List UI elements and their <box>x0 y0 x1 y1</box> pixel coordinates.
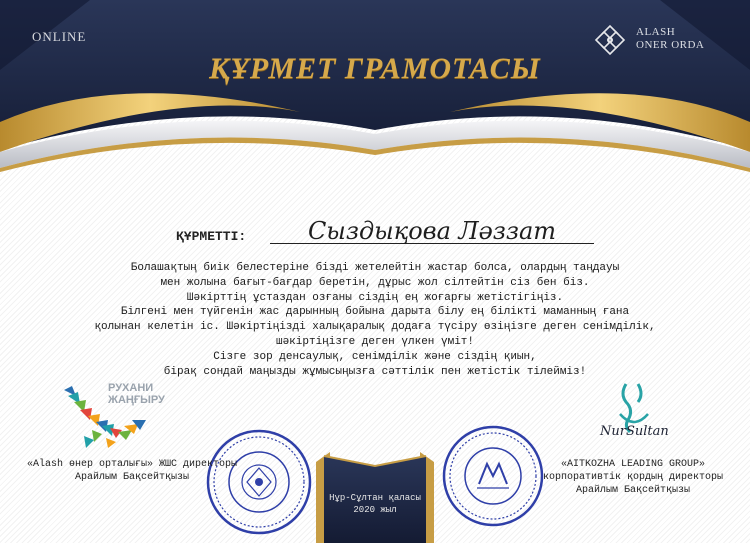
ruhani-zhangyru-logo <box>62 380 192 452</box>
ribbon-year: 2020 жыл <box>353 505 397 515</box>
body-line: Болашақтың биік белестеріне бізді жетелейтін жастар болса, олардың таңдауы <box>130 262 620 274</box>
signature-right <box>528 458 738 497</box>
certificate-body <box>40 261 710 379</box>
body-line: Білгені мен түйгенін жас дарынның бойына дарыта білу ең білікті маманның ғана <box>120 306 630 319</box>
ribbon-caption <box>310 492 440 516</box>
logo-text <box>636 26 704 52</box>
logo-line-1: ALASH <box>636 26 676 38</box>
recipient-row <box>176 217 596 247</box>
signature-left-name: Арайлым Бақсейтқызы <box>74 472 190 483</box>
ruhani-line-1: РУХАНИ <box>108 382 154 394</box>
ruhani-line-2: ЖАҢҒЫРУ <box>108 394 165 406</box>
honor-label: ҚҰРМЕТТІ: <box>176 229 247 244</box>
online-label: ONLINE <box>32 29 87 44</box>
ribbon-city: Нұр-Сұлтан қаласы <box>329 493 421 503</box>
nursultan-wordmark: NurSultan <box>600 424 669 439</box>
body-line: бірақ сондай маңызды жұмысыңызға сәттілік пен жетістік тілейміз! <box>163 365 587 378</box>
certificate-title: ҚҰРМЕТ ГРАМОТАСЫ <box>209 52 541 85</box>
body-line: мен жолына бағыт-бағдар беретін, дұрыс жол сілтейтін сіз бен біз. <box>160 276 590 289</box>
signature-right-name: Арайлым Бақсейтқызы <box>575 485 691 496</box>
body-line: шәкіртіңізге деген үлкен үміт! <box>275 335 475 348</box>
body-line: қолынан келетін іс. Шәкіртіңізді халықаралық додаға түсіру өзіңізге деген сенімділік, <box>94 321 656 334</box>
body-line: Шәкірттің ұстаздан озғаны сіздің ең жоғарғы жетістігіңіз. <box>186 291 564 304</box>
body-line: Сізге зор денсаулық, сенімділік және сіздің қиын, <box>213 350 537 363</box>
ruhani-text <box>108 382 165 406</box>
recipient-name: Сыздықова Ләззат <box>307 217 557 245</box>
signature-left <box>22 458 242 484</box>
signature-right-role: корпоративтік қордың директоры <box>542 472 724 483</box>
signature-right-org: «AITKOZHA LEADING GROUP» <box>560 459 706 470</box>
logo-line-2: ONER ORDA <box>636 39 705 51</box>
signature-left-org: «Alash өнер орталығы» ЖШС директоры <box>26 459 238 470</box>
